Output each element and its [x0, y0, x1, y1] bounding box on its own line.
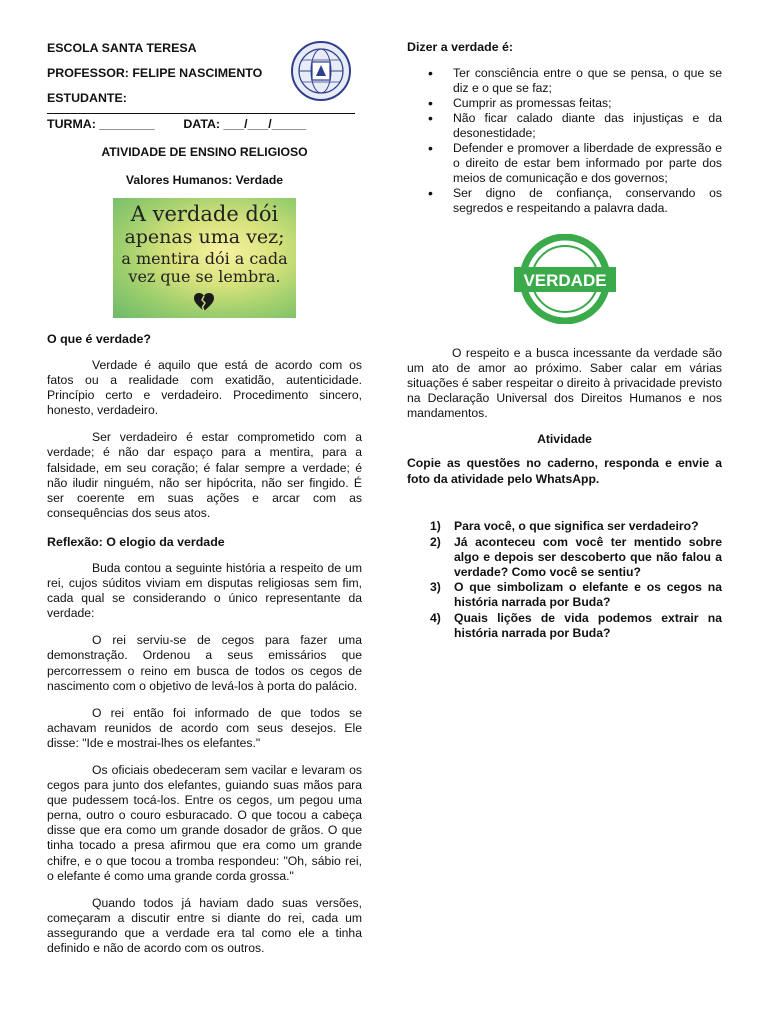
list-item: • Ter consciência entre o que se pensa, o que se diz e o que se faz;	[407, 66, 722, 96]
banner-line-2: apenas uma vez;	[124, 226, 285, 248]
teacher-name: PROFESSOR: FELIPE NASCIMENTO	[47, 66, 263, 80]
broken-heart-icon	[193, 292, 215, 312]
question-item: 2) Já aconteceu com você ter mentido sobre algo e depois ser descoberto que não falou a verdade? Como você se sentiu?	[430, 534, 722, 580]
turma-field: TURMA: ________	[47, 117, 155, 131]
school-crest-icon	[290, 40, 352, 102]
paragraph: O rei então foi informado de que todos se achavam reunidos de acordo com seus desejos. Ele disse: "Ide e mostrai-lhes os elefantes."	[47, 705, 362, 750]
section-heading-reflection: Reflexão: O elogio da verdade	[47, 534, 225, 549]
paragraph: O respeito e a busca incessante da verdade são um ato de amor ao próximo. Saber calar em várias situações é saber respeitar o direito à privacidade previsto na Declaração Universal dos Direitos Humanos e nos mandamentos.	[407, 346, 723, 421]
paragraph: O rei serviu-se de cegos para fazer uma demonstração. Ordenou a seus emissários que percorressem o reino em busca de todos os cegos de nascimento com o objetivo de levá-los à porta do palácio.	[47, 633, 362, 693]
date-field: DATA: ___/___/_____	[183, 117, 307, 131]
list-item: • Defender e promover a liberdade de expressão e o direito de estar bem informado por parte dos meios de comunicação e dos governos;	[407, 141, 722, 186]
class-date-row	[47, 117, 362, 131]
student-label: ESTUDANTE:	[47, 91, 127, 105]
left-column	[47, 40, 362, 956]
list-item: • Não ficar calado diante das injustiças e da desonestidade;	[407, 111, 722, 141]
activity-title: ATIVIDADE DE ENSINO RELIGIOSO	[101, 145, 308, 159]
activity-subtitle: Valores Humanos: Verdade	[125, 173, 284, 187]
section-heading-telling-truth: Dizer a verdade é:	[407, 40, 514, 54]
question-item: 1) Para você, o que significa ser verdadeiro?	[430, 519, 699, 534]
stamp-text: VERDADE	[522, 271, 607, 290]
school-name: ESCOLA SANTA TERESA	[47, 41, 197, 55]
question-item: 3) O que simbolizam o elefante e os cegos na história narrada por Buda?	[430, 580, 722, 610]
list-item: • Ser digno de confiança, conservando os segredos e respeitando a palavra dada.	[407, 186, 722, 216]
banner-line-4: vez que se lembra.	[128, 267, 281, 286]
verdade-stamp-icon	[510, 234, 620, 324]
paragraph: Verdade é aquilo que está de acordo com os fatos ou a realidade com exatidão, autenticidade. Princípio certo e verdadeiro. Procedimento sincero, honesto, verdadeiro.	[47, 358, 362, 418]
question-list	[407, 519, 722, 641]
section-heading-what-is-truth: O que é verdade?	[47, 332, 151, 346]
paragraph: Ser verdadeiro é estar comprometido com a verdade; é não dar espaço para a mentira, para a falsidade, em seu coração; é falar sempre a verdade; é não iludir ninguém, não ser hipócrita, não ser fingido. É ser coerente em suas ações e arcar com as consequências dos seus atos.	[47, 430, 362, 520]
paragraph: Os oficiais obedeceram sem vacilar e levaram os cegos para junto dos elefantes, guiando suas mãos para que pudessem tocá-los. Entre os cegos, um pegou uma perna, outro o couro esburacado. O que tocou a cabeça disse que era como um grande dosador de grãos. O que tinha tocado a presa afirmou que era como um grande chifre, e o que tocou a tromba respondeu: "Oh, sábio rei, o elefante é como uma grande corda grossa."	[47, 762, 362, 883]
paragraph: Quando todos já haviam dado suas versões, começaram a discutir entre si diante do rei, cada um assegurando que a verdade era tal como ele a tinha definido e não de acordo com os outros.	[47, 895, 362, 955]
quote-banner	[113, 198, 296, 318]
activity-section-title: Atividade	[537, 432, 592, 447]
right-column	[407, 40, 722, 641]
banner-line-3: a mentira dói a cada	[121, 249, 288, 268]
banner-line-1: A verdade dói	[130, 202, 279, 226]
question-item: 4) Quais lições de vida podemos extrair na história narrada por Buda?	[430, 610, 722, 640]
list-item: • Cumprir as promessas feitas;	[407, 96, 722, 111]
truth-bullet-list	[407, 66, 722, 216]
activity-instructions: Copie as questões no caderno, responda e envie a foto da atividade pelo WhatsApp.	[407, 456, 722, 486]
paragraph: Buda contou a seguinte história a respeito de um rei, cujos súditos viviam em disputas religiosas sem fim, cada qual se considerando o único representante da verdade:	[47, 560, 362, 621]
